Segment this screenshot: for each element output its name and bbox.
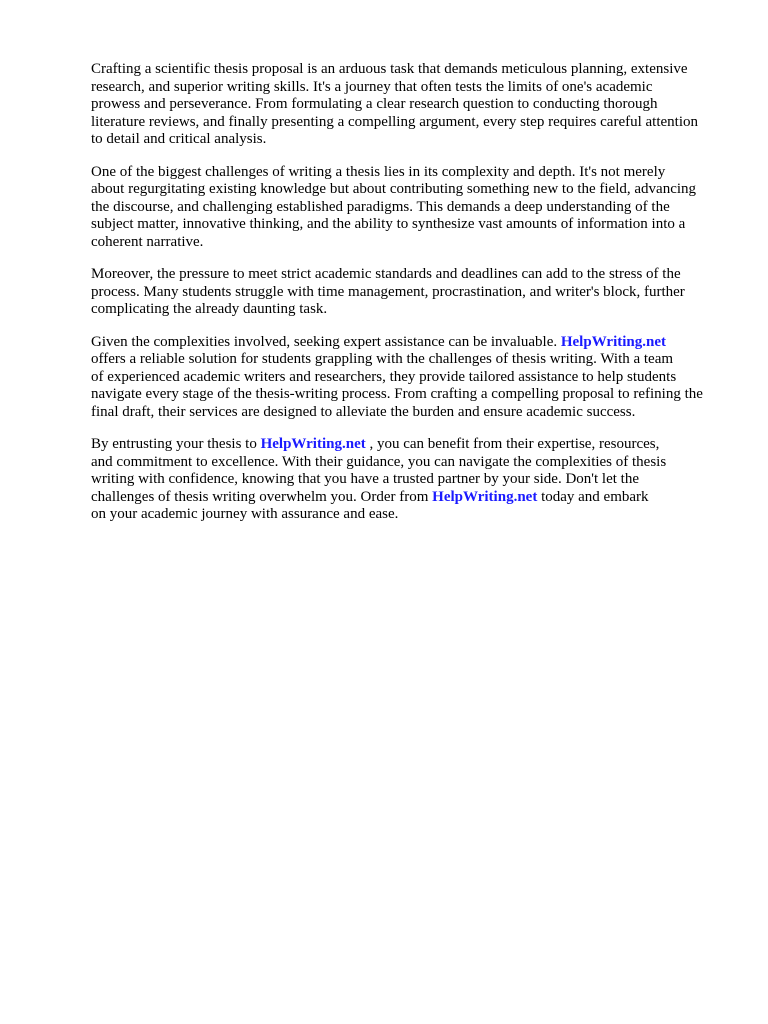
helpwriting-link[interactable]: HelpWriting.net <box>560 333 666 350</box>
paragraph-conclusion <box>91 436 727 524</box>
helpwriting-link[interactable]: HelpWriting.net <box>260 436 366 452</box>
paragraph-assistance-text-end: offers a reliable solution for students grappling with the challenges of thesis writing. With a team of experienced academic writers and researchers, they provide tailored assistance to help students navigate every stage of the thesis-writing process. From crafting a compelling proposal to refining the final draft, their services are designed to alleviate the burden and ensure academic success. <box>91 351 703 420</box>
paragraph-conclusion-text-middle: , you can benefit from their expertise, resources, and commitment to excellence. With their guidance, you can navigate the complexities of thesis writing with confidence, knowing that you have a trusted partner by your side. Don't let the challenges of thesis writing overwhelm you. Order from <box>91 436 667 505</box>
paragraph-intro: Crafting a scientific thesis proposal is an arduous task that demands meticulous planning, extensive research, and superior writing skills. It's a journey that often tests the limits of one's academic prowess and perseverance. From formulating a clear research question to conducting thorough literature reviews, and finally presenting a compelling argument, every step requires careful attention to detail and critical analysis. <box>91 61 698 147</box>
paragraph-challenges: One of the biggest challenges of writing a thesis lies in its complexity and depth. It's not merely about regurgitating existing knowledge but about contributing something new to the field, advancing the discourse, and challenging established paradigms. This demands a deep understanding of the subject matter, innovative thinking, and the ability to synthesize vast amounts of information into a coherent narrative. <box>91 163 697 250</box>
helpwriting-link[interactable]: HelpWriting.net <box>432 488 538 505</box>
paragraph-assistance <box>91 334 727 422</box>
paragraph-conclusion-text-start: By entrusting your thesis to <box>91 436 261 452</box>
paragraph-conclusion-text-end: today and embark on your academic journey with assurance and ease. <box>91 488 649 522</box>
document-page <box>91 61 727 539</box>
paragraph-assistance-text-start: Given the complexities involved, seeking expert assistance can be invaluable. <box>91 333 561 350</box>
paragraph-pressure: Moreover, the pressure to meet strict academic standards and deadlines can add to the stress of the process. Many students struggle with time management, procrastination, and writer's block, further complicating the already daunting task. <box>91 266 685 317</box>
